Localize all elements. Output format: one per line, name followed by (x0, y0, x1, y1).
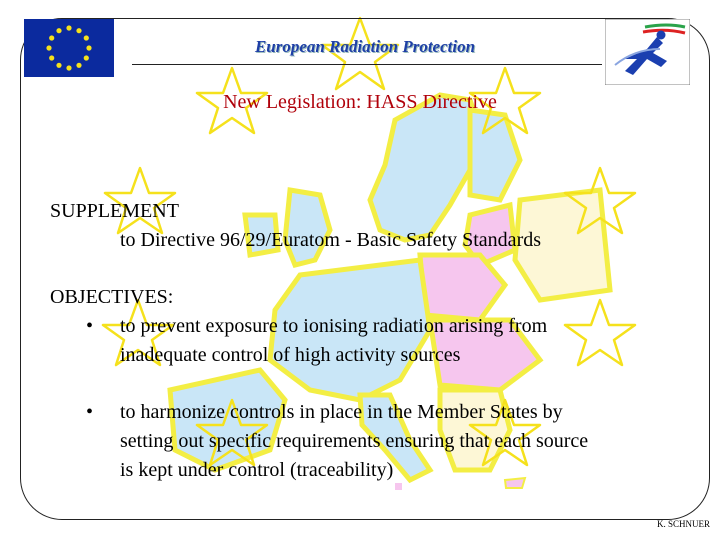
header-divider (132, 64, 602, 65)
objective-1-line-2: inadequate control of high activity sources (120, 344, 461, 366)
bullet-marker: • (86, 401, 94, 423)
objective-2-line-3: is kept under control (traceability) (120, 459, 394, 481)
slide-subtitle: New Legislation: HASS Directive (223, 91, 497, 113)
objective-2-line-1: to harmonize controls in place in the Member States by (120, 401, 563, 423)
objectives-heading: OBJECTIVES: (50, 286, 174, 308)
radiation-protection-logo (605, 19, 690, 85)
supplement-text: to Directive 96/29/Euratom - Basic Safety Standards (120, 229, 542, 251)
eu-flag-icon (24, 19, 114, 77)
supplement-heading: SUPPLEMENT (50, 200, 179, 222)
header-title: European Radiation Protection (254, 37, 476, 56)
bullet-marker: • (86, 315, 94, 337)
objective-2-line-2: setting out specific requirements ensuring that each source (120, 430, 589, 452)
objective-1-line-1: to prevent exposure to ionising radiation arising from (120, 315, 548, 337)
author-credit: K. SCHNUER (656, 519, 710, 529)
